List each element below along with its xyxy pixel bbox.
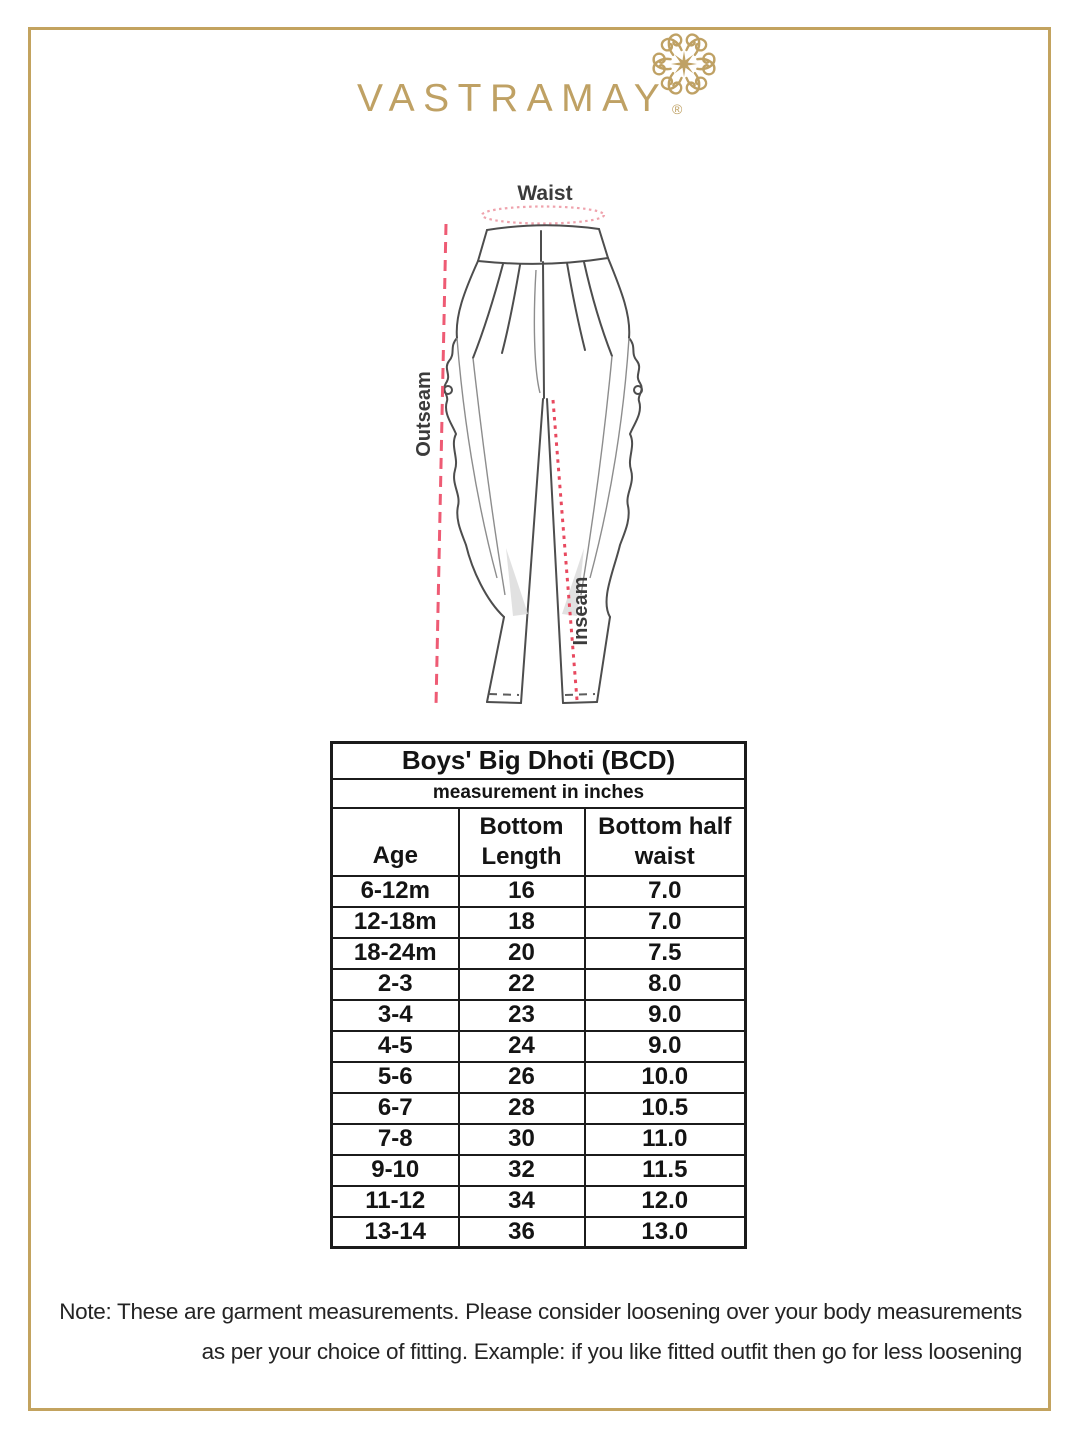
table-row [332,1217,746,1248]
measurement-note [50,1292,1022,1372]
bottom-half-waist-value: 12.0 [585,1186,746,1217]
age-value: 5-6 [332,1062,459,1093]
table-row [332,1093,746,1124]
table-row [332,907,746,938]
table-row [332,1124,746,1155]
bottom-length-value: 30 [459,1124,585,1155]
age-value: 7-8 [332,1124,459,1155]
bottom-half-waist-value: 11.0 [585,1124,746,1155]
age-value: 2-3 [332,969,459,1000]
bottom-half-waist-value: 7.0 [585,876,746,907]
left-hem-dash [489,694,519,695]
bottom-half-waist-value: 9.0 [585,1000,746,1031]
age-value: 9-10 [332,1155,459,1186]
age-value: 12-18m [332,907,459,938]
bottom-length-value: 36 [459,1217,585,1248]
table-row [332,1062,746,1093]
brand-name: VASTRAMAY [357,77,669,120]
table-row [332,969,746,1000]
registered-trademark: ® [672,101,683,117]
right-hem-dash [565,694,595,695]
waist-measure-ellipse [482,207,604,224]
column-header-bottom-half-waist: Bottom half waist [585,808,746,876]
column-header-age: Age [332,808,459,876]
table-subtitle: measurement in inches [332,779,746,808]
age-value: 6-12m [332,876,459,907]
inseam-measure-line [553,400,577,700]
table-row [332,1155,746,1186]
outseam-measure-line [436,224,446,706]
age-value: 6-7 [332,1093,459,1124]
bottom-length-value: 23 [459,1000,585,1031]
bottom-half-waist-value: 11.5 [585,1155,746,1186]
brand-ornament-icon [650,32,718,96]
bottom-half-waist-value: 10.0 [585,1062,746,1093]
table-row [332,876,746,907]
age-value: 3-4 [332,1000,459,1031]
bottom-length-value: 34 [459,1186,585,1217]
dhoti-sketch [444,225,642,703]
note-line-1: Note: These are garment measurements. Please consider loosening over your body measurements [59,1299,1022,1324]
bottom-half-waist-value: 7.0 [585,907,746,938]
age-value: 13-14 [332,1217,459,1248]
age-value: 4-5 [332,1031,459,1062]
table-row [332,938,746,969]
bottom-half-waist-value: 13.0 [585,1217,746,1248]
bottom-length-value: 26 [459,1062,585,1093]
table-row [332,1031,746,1062]
age-value: 18-24m [332,938,459,969]
dhoti-measurement-diagram [400,170,720,742]
outseam-label: Outseam [413,371,435,457]
table-row [332,1186,746,1217]
bottom-length-value: 18 [459,907,585,938]
note-line-2: as per your choice of fitting. Example: if you like fitted outfit then go for less loosening [201,1339,1022,1364]
waist-label: Waist [517,182,573,205]
bottom-half-waist-value: 10.5 [585,1093,746,1124]
bottom-length-value: 22 [459,969,585,1000]
bottom-half-waist-value: 7.5 [585,938,746,969]
size-chart-table [330,741,747,1249]
age-value: 11-12 [332,1186,459,1217]
bottom-half-waist-value: 8.0 [585,969,746,1000]
bottom-length-value: 20 [459,938,585,969]
inseam-label: Inseam [570,576,592,646]
bottom-length-value: 16 [459,876,585,907]
bottom-length-value: 28 [459,1093,585,1124]
bottom-half-waist-value: 9.0 [585,1031,746,1062]
table-title: Boys' Big Dhoti (BCD) [332,743,746,779]
bottom-length-value: 32 [459,1155,585,1186]
bottom-length-value: 24 [459,1031,585,1062]
table-row [332,1000,746,1031]
column-header-bottom-length: Bottom Length [459,808,585,876]
